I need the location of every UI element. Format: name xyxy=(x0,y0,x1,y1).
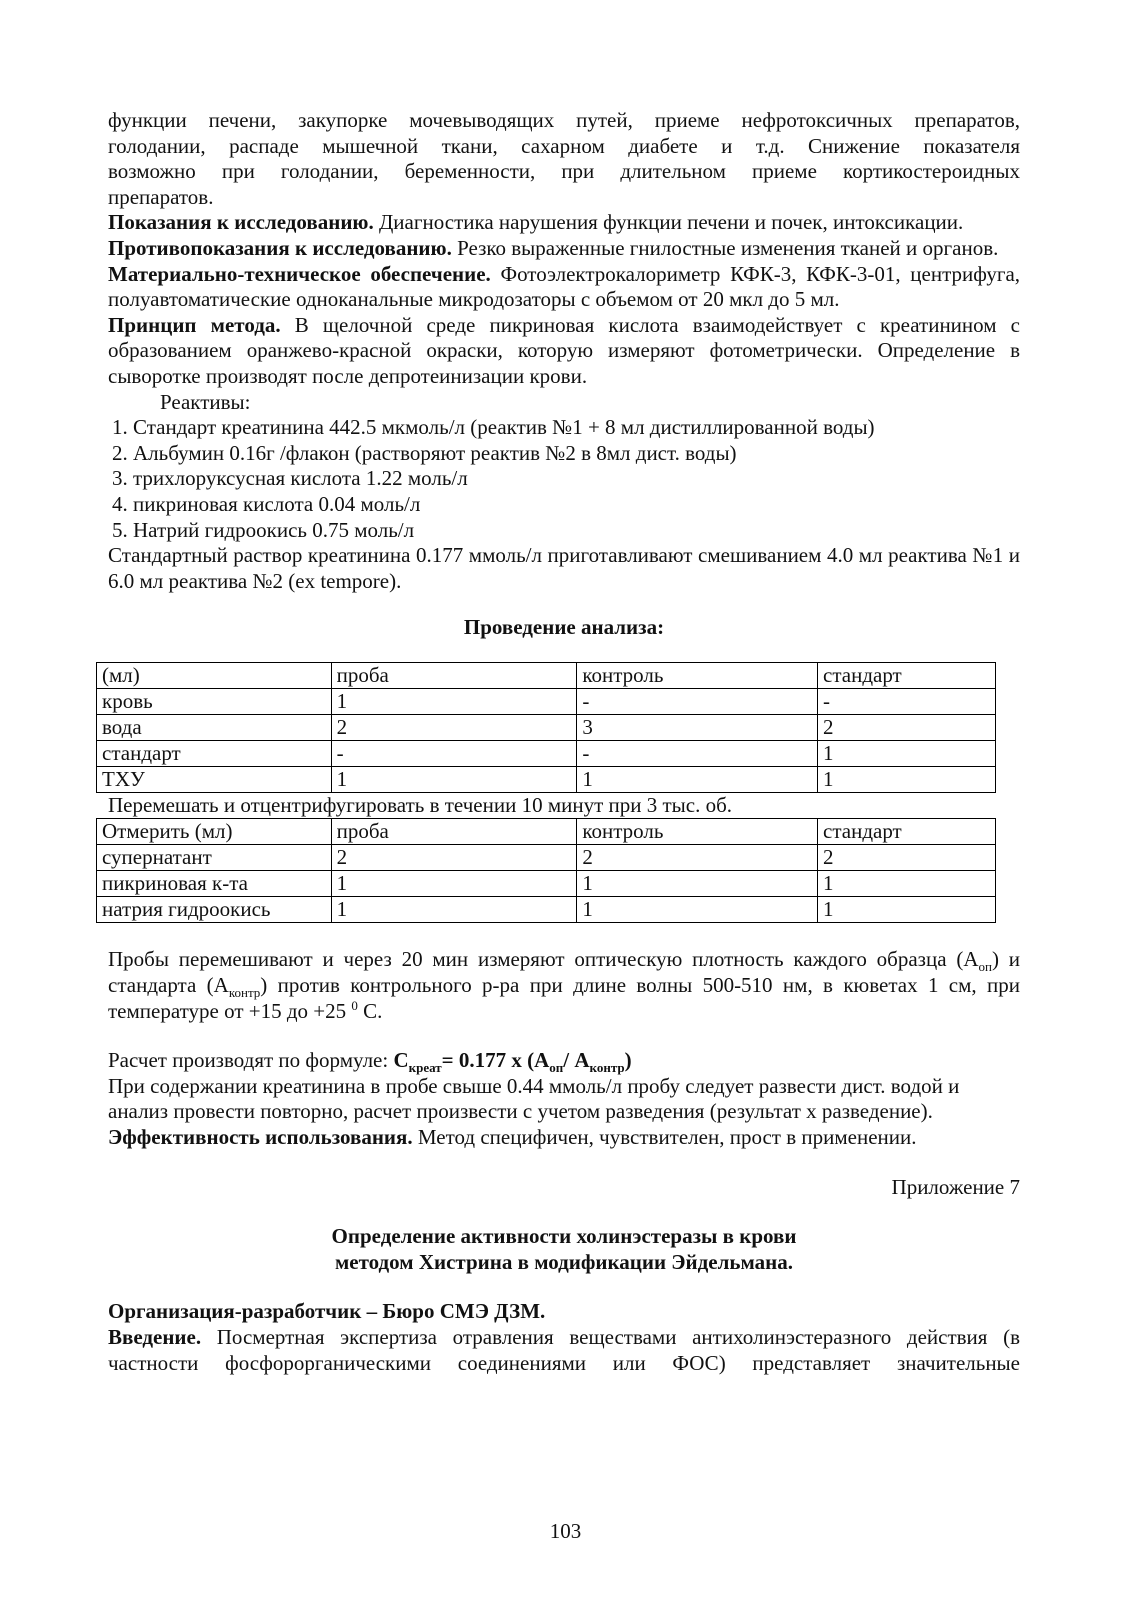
introduction-line-2: частности фосфорорганическими соединениями или ФОС) представляет значительные xyxy=(108,1350,1020,1375)
reagent-item: 2. Альбумин 0.16г /флакон (растворяют реактив №2 в 8мл дист. воды) xyxy=(133,441,1020,467)
table-cell: 1 xyxy=(577,871,818,897)
table-cell: 1 xyxy=(331,871,577,897)
formula-part: / А xyxy=(563,1048,590,1073)
table-cell: 1 xyxy=(818,871,996,897)
table-cell: проба xyxy=(331,662,577,688)
table-row xyxy=(97,740,996,766)
table-row xyxy=(97,688,996,714)
introduction-label: Введение. xyxy=(108,1325,202,1349)
table-cell: пикриновая к-та xyxy=(97,871,332,897)
table-cell: стандарт xyxy=(818,819,996,845)
table-cell: супернатант xyxy=(97,845,332,871)
section-title-line-1: Определение активности холинэстеразы в крови xyxy=(331,1224,797,1249)
spacer xyxy=(108,1024,1020,1048)
indications-label: Показания к исследованию. xyxy=(108,210,374,235)
principle-paragraph xyxy=(108,313,1020,390)
table-cell: контроль xyxy=(577,662,818,688)
table-cell: контроль xyxy=(577,819,818,845)
table-cell: ТХУ xyxy=(97,766,332,792)
table-cell: - xyxy=(577,740,818,766)
table-row xyxy=(97,714,996,740)
contraindications-label: Противопоказания к исследованию. xyxy=(108,235,452,260)
table-cell: 1 xyxy=(818,740,996,766)
measurement-text: ) против контрольного р-ра при длине волны 500-510 нм, в кюветах 1 см, при температуре от +15 до +25 xyxy=(108,973,1020,1023)
spacer xyxy=(108,1275,1020,1299)
table-row xyxy=(97,845,996,871)
reagents-list xyxy=(108,415,1020,543)
table-cell: натрия гидроокись xyxy=(97,897,332,923)
organization-line: Организация-разработчик – Бюро СМЭ ДЗМ. xyxy=(108,1299,546,1324)
principle-label: Принцип метода. xyxy=(108,312,281,337)
efficiency-paragraph xyxy=(108,1125,1020,1151)
table-cell: стандарт xyxy=(97,740,332,766)
reagent-item: 3. трихлоруксусная кислота 1.22 моль/л xyxy=(133,466,1020,492)
table-cell: вода xyxy=(97,714,332,740)
equipment-text: Фотоэлектрокалориметр КФК-3, КФК-3-01, центрифуга, полуавтоматические одноканальные микродозаторы с объемом от 20 мкл до 5 мл. xyxy=(108,261,1021,312)
table-row xyxy=(97,766,996,792)
table-cell: 1 xyxy=(818,766,996,792)
indications-text: Диагностика нарушения функции печени и почек, интоксикации. xyxy=(378,210,964,235)
table-row xyxy=(97,897,996,923)
table-header-row xyxy=(97,662,996,688)
intro-line-2: голодании, распаде мышечной ткани, сахарном диабете и т.д. Снижение показателя xyxy=(108,133,1020,158)
table-cell: - xyxy=(818,688,996,714)
intro-line-3: возможно при голодании, беременности, при длительном приеме кортикостероидных xyxy=(108,159,1020,184)
measurement-text: Пробы перемешивают и через 20 мин измеряют оптическую плотность каждого образца (А xyxy=(108,947,979,972)
standard-solution-paragraph: Стандартный раствор креатинина 0.177 ммоль/л приготавливают смешиванием 4.0 мл реактива №1 и 6.0 мл реактива №2 (ex tempore). xyxy=(108,543,1020,593)
introduction-text: Посмертная экспертиза отравления веществами антихолинэстеразного действия (в xyxy=(216,1325,1021,1349)
subscript: оп xyxy=(549,1060,564,1076)
reagent-item: 4. пикриновая кислота 0.04 моль/л xyxy=(133,492,1020,518)
spacer xyxy=(108,1151,1020,1175)
efficiency-text: Метод специфичен, чувствителен, прост в применении. xyxy=(417,1125,917,1150)
table-cell: проба xyxy=(331,819,577,845)
table-header-row xyxy=(97,819,996,845)
analysis-table-1 xyxy=(96,662,996,793)
table-cell: кровь xyxy=(97,688,332,714)
principle-text: В щелочной среде пикриновая кислота взаимодействует с креатинином с образованием оранжево-красной окраски, которую измеряют фотометрически. Определение в сыворотке производят после депротеинизации крови. xyxy=(108,312,1021,388)
formula xyxy=(393,1048,632,1076)
superscript: 0 xyxy=(351,997,358,1013)
reagents-title: Реактивы: xyxy=(160,389,251,414)
table-cell: 2 xyxy=(818,714,996,740)
mix-note: Перемешать и отцентрифугировать в течении 10 минут при 3 тыс. об. xyxy=(108,792,733,817)
table-cell: 1 xyxy=(331,766,577,792)
intro-line-4: препаратов. xyxy=(108,184,214,209)
contraindications-paragraph xyxy=(108,236,1020,262)
intro-line-1: функции печени, закупорке мочевыводящих путей, приеме нефротоксичных препаратов, xyxy=(108,108,1020,132)
subscript: креат xyxy=(408,1060,442,1076)
table-cell: - xyxy=(577,688,818,714)
equipment-paragraph xyxy=(108,262,1020,313)
table-cell: Отмерить (мл) xyxy=(97,819,332,845)
spacer xyxy=(108,1200,1020,1224)
efficiency-label: Эффективность использования. xyxy=(108,1125,413,1150)
dilution-paragraph: При содержании креатинина в пробе свыше 0.44 ммоль/л пробу следует развести дист. водой и анализ провести повторно, расчет произвести с учетом разведения (результат х разведение). xyxy=(108,1073,960,1124)
contraindications-text: Резко выраженные гнилостные изменения тканей и органов. xyxy=(457,235,999,260)
formula-line xyxy=(108,1048,1020,1074)
formula-part: = 0.177 х (А xyxy=(441,1048,550,1073)
subscript: контр xyxy=(228,985,261,1001)
table-cell: стандарт xyxy=(818,662,996,688)
measurement-paragraph xyxy=(108,947,1020,1024)
document-page xyxy=(102,108,1021,1376)
appendix-label: Приложение 7 xyxy=(891,1174,1020,1199)
table-cell: 1 xyxy=(818,897,996,923)
table-cell: - xyxy=(331,740,577,766)
reagent-item: 1. Стандарт креатинина 442.5 мкмоль/л (реактив №1 + 8 мл дистиллированной воды) xyxy=(133,415,1020,441)
analysis-table-2 xyxy=(96,818,996,923)
table-cell: 3 xyxy=(577,714,818,740)
indications-paragraph xyxy=(108,210,1020,236)
table-cell: (мл) xyxy=(97,662,332,688)
table-cell: 2 xyxy=(577,845,818,871)
reagent-item: 5. Натрий гидроокись 0.75 моль/л xyxy=(133,518,1020,544)
measurement-text: С. xyxy=(357,998,383,1023)
table-cell: 2 xyxy=(331,714,577,740)
formula-part: ) xyxy=(624,1048,632,1073)
introduction-line-1 xyxy=(108,1325,1020,1351)
formula-part: С xyxy=(393,1048,409,1073)
table-cell: 1 xyxy=(331,688,577,714)
spacer xyxy=(108,923,1020,947)
section-title-line-2: методом Хистрина в модификации Эйдельмана. xyxy=(334,1249,793,1274)
table-row xyxy=(97,871,996,897)
table-cell: 1 xyxy=(577,897,818,923)
table-cell: 1 xyxy=(331,897,577,923)
subscript: контр xyxy=(589,1060,625,1076)
table-cell: 2 xyxy=(818,845,996,871)
formula-prefix: Расчет производят по формуле: xyxy=(108,1048,394,1073)
subscript: оп xyxy=(978,959,992,975)
page-number: 103 xyxy=(549,1519,582,1543)
analysis-title: Проведение анализа: xyxy=(463,615,665,640)
measurement-text: ) и стандарта (А xyxy=(108,947,1020,998)
table-cell: 2 xyxy=(331,845,577,871)
equipment-label: Материально-техническое обеспечение. xyxy=(108,261,491,286)
table-cell: 1 xyxy=(577,766,818,792)
